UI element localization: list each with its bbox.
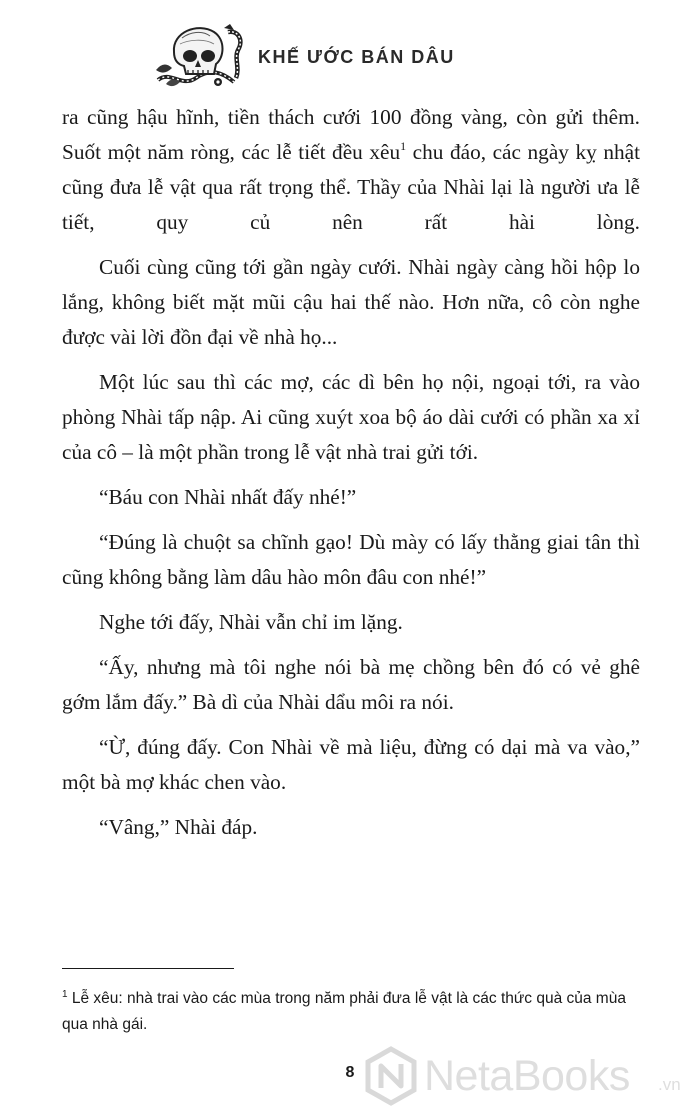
paragraph: Nghe tới đấy, Nhài vẫn chỉ im lặng. bbox=[99, 610, 403, 634]
dialogue-paragraph: “Đúng là chuột sa chĩnh gạo! Dù mày có lấy thằng giai tân thì cũng không bằng làm dâu hào môn đâu con nhé!” bbox=[62, 530, 640, 589]
skull-and-serpent-illustration bbox=[152, 18, 252, 90]
dialogue-paragraph: “Ừ, đúng đấy. Con Nhài về mà liệu, đừng có dại mà va vào,” một bà mợ khác chen vào. bbox=[62, 735, 640, 794]
footnote-reference: 1 bbox=[400, 139, 407, 153]
netabooks-logo-icon bbox=[364, 1046, 418, 1106]
footnote bbox=[62, 986, 640, 1038]
paragraph bbox=[62, 100, 640, 240]
paragraph-text: chu đáo, các ngày kỵ nhật cũng đưa lễ vật qua rất trọng thể. Thầy của Nhài lại là người ưa lễ tiết, quy củ nên rất hài lòng. bbox=[62, 140, 640, 234]
dialogue-paragraph: “Báu con Nhài nhất đấy nhé!” bbox=[99, 485, 357, 509]
paragraph-text: ra cũng hậu hĩnh, tiền thách cưới 100 đồng vàng, còn gửi thêm. Suốt một năm ròng, các lễ tiết đều xêu bbox=[62, 105, 640, 164]
footnote-divider bbox=[62, 968, 234, 969]
dialogue-paragraph: “Vâng,” Nhài đáp. bbox=[99, 815, 258, 839]
running-header-title: KHẾ ƯỚC BÁN DÂU bbox=[258, 47, 455, 67]
watermark bbox=[362, 1044, 692, 1108]
footnote-text: Lễ xêu: nhà trai vào các mùa trong năm phải đưa lễ vật là các thức quà của mùa qua nhà gái. bbox=[62, 990, 626, 1033]
paragraph: Cuối cùng cũng tới gần ngày cưới. Nhài ngày càng hồi hộp lo lắng, không biết mặt mũi cậu hai thế nào. Hơn nữa, cô còn nghe được vài lời đồn đại về nhà họ... bbox=[62, 255, 640, 349]
watermark-brand: NetaBooks bbox=[424, 1052, 630, 1100]
page-number: 8 bbox=[345, 1064, 355, 1081]
dialogue-paragraph: “Ấy, nhưng mà tôi nghe nói bà mẹ chồng bên đó có vẻ ghê gớm lắm đấy.” Bà dì của Nhài dẩu môi ra nói. bbox=[62, 655, 640, 714]
footnote-marker: 1 bbox=[62, 989, 68, 1000]
paragraph: Một lúc sau thì các mợ, các dì bên họ nội, ngoại tới, ra vào phòng Nhài tấp nập. Ai cũng xuýt xoa bộ áo dài cưới có phần xa xỉ của cô – là một phần trong lễ vật nhà trai gửi tới. bbox=[62, 370, 640, 464]
page-body bbox=[62, 100, 640, 855]
watermark-suffix: .vn bbox=[658, 1075, 681, 1094]
page-header bbox=[0, 0, 700, 100]
